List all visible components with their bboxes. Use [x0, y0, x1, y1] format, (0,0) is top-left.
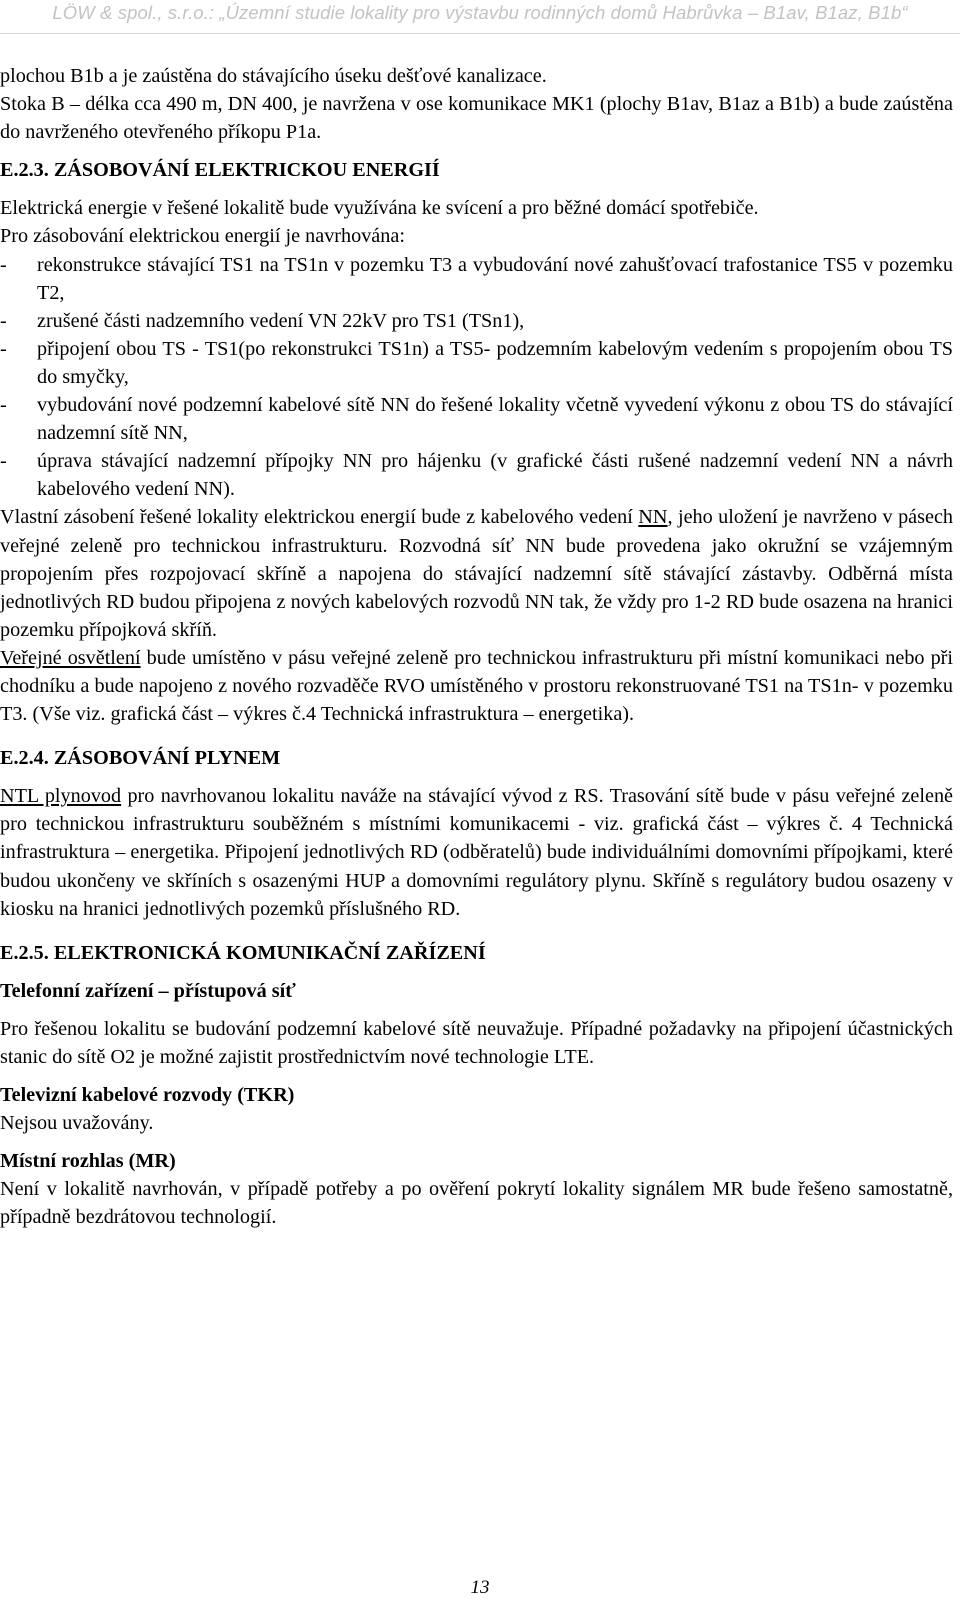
- intro-line: plochou B1b a je zaústěna do stávajícího úseku dešťové kanalizace.: [0, 65, 547, 87]
- page-content: [0, 62, 953, 1232]
- section-e23-title: E.2.3. ZÁSOBOVÁNÍ ELEKTRICKOU ENERGIÍ: [0, 159, 440, 182]
- telephone-subheading: Telefonní zařízení – přístupová síť: [0, 979, 296, 1002]
- page-number: 13: [470, 1577, 490, 1598]
- underlined-term: Veřejné osvětlení: [0, 646, 141, 669]
- e23-paragraph-3: Vlastní zásobení řešené lokality elektrickou energií bude z kabelového vedení NN, jeho uložení je navrženo v pásech veřejné zeleně pro technickou infrastrukturu. Rozvodná síť NN bude provedena jako okružní se vzájemným propojením přes rozpojovací skříně a napojena do stávající nadzemní sítě stávající zástavby. Odběrná místa jednotlivých RD budou připojena z nových kabelových rozvodů NN tak, že vždy pro 1-2 RD bude osazena na hranici pozemku přípojková skříň.: [0, 506, 953, 641]
- e23-list: [0, 251, 953, 504]
- section-e24-title: E.2.4. ZÁSOBOVÁNÍ PLYNEM: [0, 747, 281, 770]
- list-item: - rekonstrukce stávající TS1 na TS1n v pozemku T3 a vybudování nové zahušťovací trafostanice TS5 v pozemku T2,: [0, 251, 953, 307]
- tkr-subheading: Televizní kabelové rozvody (TKR): [0, 1084, 295, 1107]
- underlined-term: NN: [638, 506, 668, 529]
- e24-paragraph-1: NTL plynovod pro navrhovanou lokalitu naváže na stávající vývod z RS. Trasování sítě bude v pásu veřejné zeleně pro technickou infrastrukturu souběžném s místními komunikacemi - viz. grafická část – výkres č. 4 Technická infrastruktura – energetika. Připojení jednotlivých RD (odběratelů) bude individuálními domovními přípojkami, které budou ukončeny ve skříních s osazenými HUP a domovními regulátory plynu. Skříně s regulátory budou osazeny v kiosku na hranici jednotlivých pozemků příslušného RD.: [0, 785, 953, 920]
- stoka-b-paragraph: Stoka B – délka cca 490 m, DN 400, je navržena v ose komunikace MK1 (plochy B1av, B1az a B1b) a bude zaústěna do navrženého otevřeného příkopu P1a.: [0, 93, 953, 144]
- list-item: - připojení obou TS - TS1(po rekonstrukci TS1n) a TS5- podzemním kabelovým vedením s propojením obou TS do smyčky,: [0, 335, 953, 391]
- section-e25-title: E.2.5. ELEKTRONICKÁ KOMUNIKAČNÍ ZAŘÍZENÍ: [0, 941, 486, 964]
- e23-paragraph-4: Veřejné osvětlení bude umístěno v pásu veřejné zeleně pro technickou infrastrukturu při místní komunikaci nebo při chodníku a bude napojeno z nového rozvaděče RVO umístěného v prostoru rekonstruované TS1 na TS1n- v pozemku T3. (Vše viz. grafická část – výkres č.4 Technická infrastruktura – energetika).: [0, 646, 953, 726]
- e23-paragraph-2: Pro zásobování elektrickou energií je navrhována:: [0, 225, 405, 248]
- underlined-term: NTL plynovod: [0, 785, 122, 808]
- running-header: LÖW & spol., s.r.o.: „Územní studie lokality pro výstavbu rodinných domů Habrůvka – B1av, B1az, B1b“: [52, 2, 908, 23]
- list-item: - zrušené části nadzemního vedení VN 22kV pro TS1 (TSn1),: [0, 307, 953, 335]
- telephone-paragraph: Pro řešenou lokalitu se budování podzemní kabelové sítě neuvažuje. Případné požadavky na připojení účastnických stanic do sítě O2 je možné zajistit prostřednictvím nové technologie LTE.: [0, 1017, 953, 1068]
- mr-subheading: Místní rozhlas (MR): [0, 1150, 176, 1173]
- tkr-paragraph: Nejsou uvažovány.: [0, 1112, 154, 1135]
- e23-paragraph-1: Elektrická energie v řešené lokalitě bude využívána ke svícení a pro běžné domácí spotřebiče.: [0, 197, 759, 220]
- list-item: - vybudování nové podzemní kabelové sítě NN do řešené lokality včetně vyvedení výkonu z obou TS do stávající nadzemní sítě NN,: [0, 391, 953, 447]
- mr-paragraph: Není v lokalitě navrhován, v případě potřeby a po ověření pokrytí lokality signálem MR bude řešeno samostatně, případně bezdrátovou technologií.: [0, 1178, 953, 1229]
- list-item: - úprava stávající nadzemní přípojky NN pro hájenku (v grafické části rušené nadzemní vedení NN a návrh kabelového vedení NN).: [0, 447, 953, 503]
- header-rule: [0, 33, 960, 34]
